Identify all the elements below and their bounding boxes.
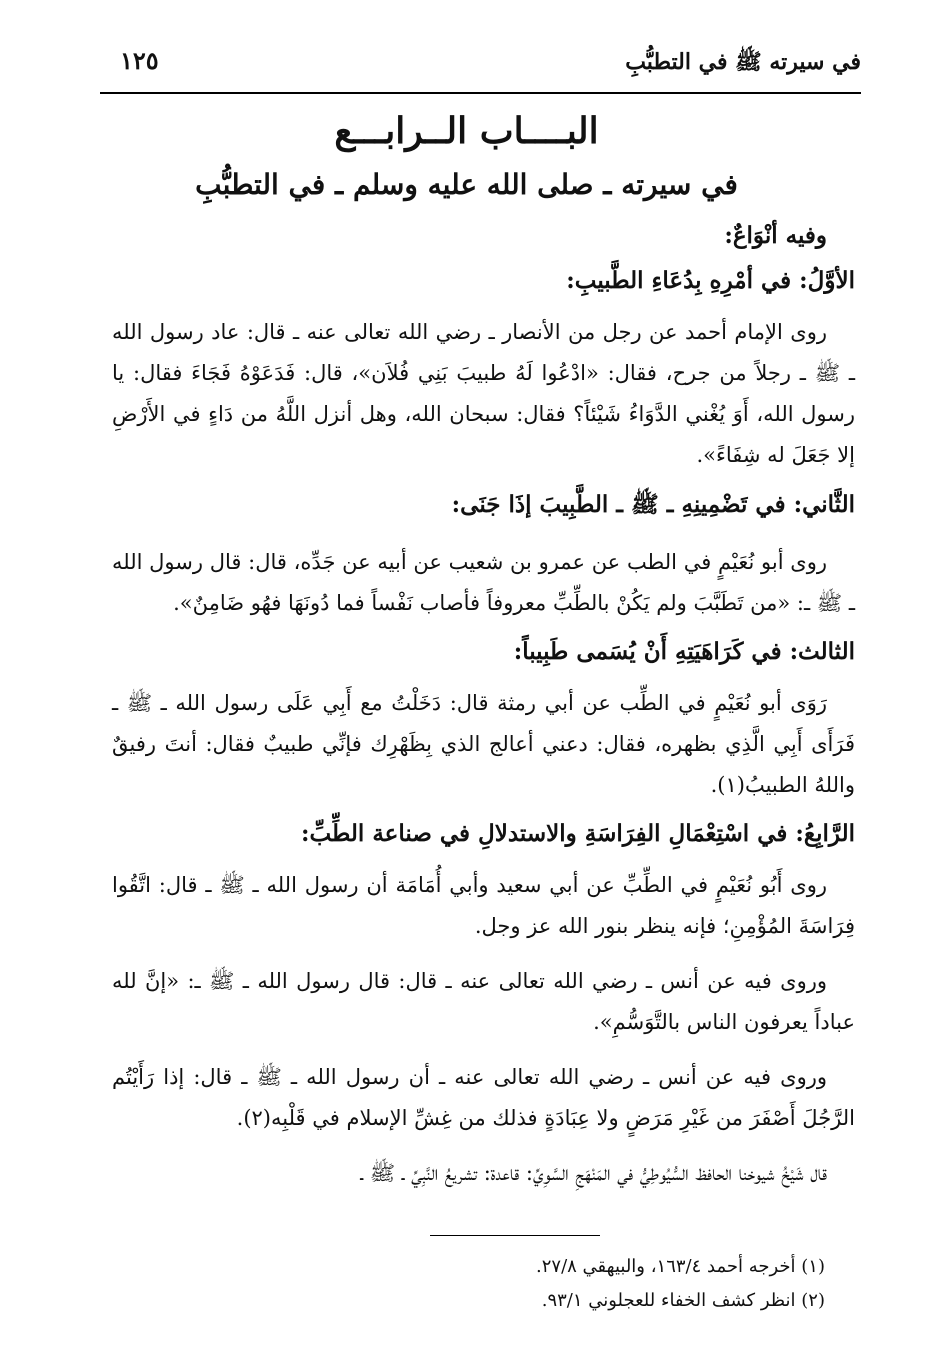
section-heading: الثَّاني: في تَضْمِينِهِ ـ ﷺ ـ الطَّبِيبَ إذَا جَنَى: [451, 491, 855, 518]
footnote-2: (٢) انظر كشف الخفاء للعجلوني ٩٣/١. [541, 1290, 825, 1311]
page-body [112, 222, 855, 1208]
section-first [112, 267, 855, 476]
running-title: في سيرته ﷺ في التطبُّبِ [625, 49, 861, 75]
section-heading: الثالث: في كَرَاهَيَتِهِ أَنْ يُسَمى طَبِيباً: [513, 638, 855, 665]
chapter-intro: وفيه أنْوَاعٌ: [724, 222, 827, 249]
section-heading: الأوَّلُ: في أمْرِهِ بِدُعَاءِ الطَّبيبِ: [566, 267, 855, 294]
paragraph: وروى فيه عن أنس ـ رضي الله تعالى عنه ـ أن رسول الله ـ ﷺ ـ قال: إذا رَأَيْتُم الرَّجُلَ أَصْفَرَ من غَيْرِ مَرَضٍ ولا عِبَادَةٍ فذلك من غِشِّ الإسلام في قَلْبِه(٢). [112, 1065, 855, 1130]
header-rule [100, 92, 861, 94]
section-heading: الرَّابِعُ: في اسْتِعْمَالِ الفِرَاسَةِ والاستدلالِ في صناعة الطِّبِّ: [300, 820, 855, 847]
section-third [112, 638, 855, 806]
section-fourth [112, 820, 855, 1194]
paragraph: روى أَبُو نُعَيْمٍ في الطِّبِّ عن أبي سعيد وأبي أُمَامَة أن رسول الله ـ ﷺ ـ قال: اتَّقُوا فِرَاسَةَ المُؤْمِنِ؛ فإنه ينظر بنور الله عز وجل. [112, 873, 855, 938]
footnote-1: (١) أخرجه أحمد ١٦٣/٤، والبيهقي ٢٧/٨. [536, 1256, 825, 1277]
page-number: ١٢٥ [120, 46, 159, 75]
chapter-title: البــــاب الــرابـــع [334, 110, 599, 152]
running-head [100, 44, 861, 84]
paragraph: وروى فيه عن أنس ـ رضي الله تعالى عنه ـ قال: قال رسول الله ـ ﷺ ـ: «إنَّ لله عباداً يعرفون الناس بالتَّوَسُّمِ». [112, 969, 855, 1034]
chapter-subtitle: في سيرته ـ صلى الله عليه وسلم ـ في التطبُّبِ [195, 168, 738, 201]
paragraph: روى الإمام أحمد عن رجل من الأنصار ـ رضي الله تعالى عنه ـ قال: عاد رسول الله ـ ﷺ ـ رجلاً من جرح، فقال: «ادْعُوا لَهُ طبيبَ بَنِي فُلاَن»، قال: فَدَعَوْهُ فَجَاءَ فقال: يا رسول الله، أَوَ يُغْني الدَّوَاءُ شَيْئاً؟ فقال: سبحان الله، وهل أنزل اللَّهُ من دَاءٍ في الأَرْضِ إلا جَعَلَ له شِفَاءً». [112, 320, 855, 467]
footnotes [100, 1250, 825, 1318]
section-second [112, 490, 855, 624]
paragraph: قال شَيْخُ شيوخنا الحافظ السُّيُوطِيُّ في المَنْهَجِ السَّوِيِّ: قاعدة: تشريعُ النَّبِيِّ ـ ﷺ ـ [360, 1161, 827, 1185]
footnote-rule [430, 1235, 600, 1236]
paragraph: روى أبو نُعَيْمٍ في الطب عن عمرو بن شعيب عن أبيه عن جَدِّه، قال: قال رسول الله ـ ﷺ ـ: «من تَطَبَّبَ ولم يَكُنْ بالطِّبِّ معروفاً فأصاب نَفْساً فما دُونَهَا فهُو ضَامِنٌ». [112, 550, 855, 615]
paragraph: رَوَى أبو نُعَيْمٍ في الطِّب عن أبي رمثة قال: دَخَلْتُ مع أَبِي عَلَى رسول الله ـ ﷺ ـ فَرَأَى أَبِي الَّذِي بظهره، فقال: دعني أعالج الذي بِظَهْرِك فإنِّي طبيبٌ فقال: أنتَ رفيقٌ واللهُ الطبيبُ(١). [112, 691, 855, 797]
